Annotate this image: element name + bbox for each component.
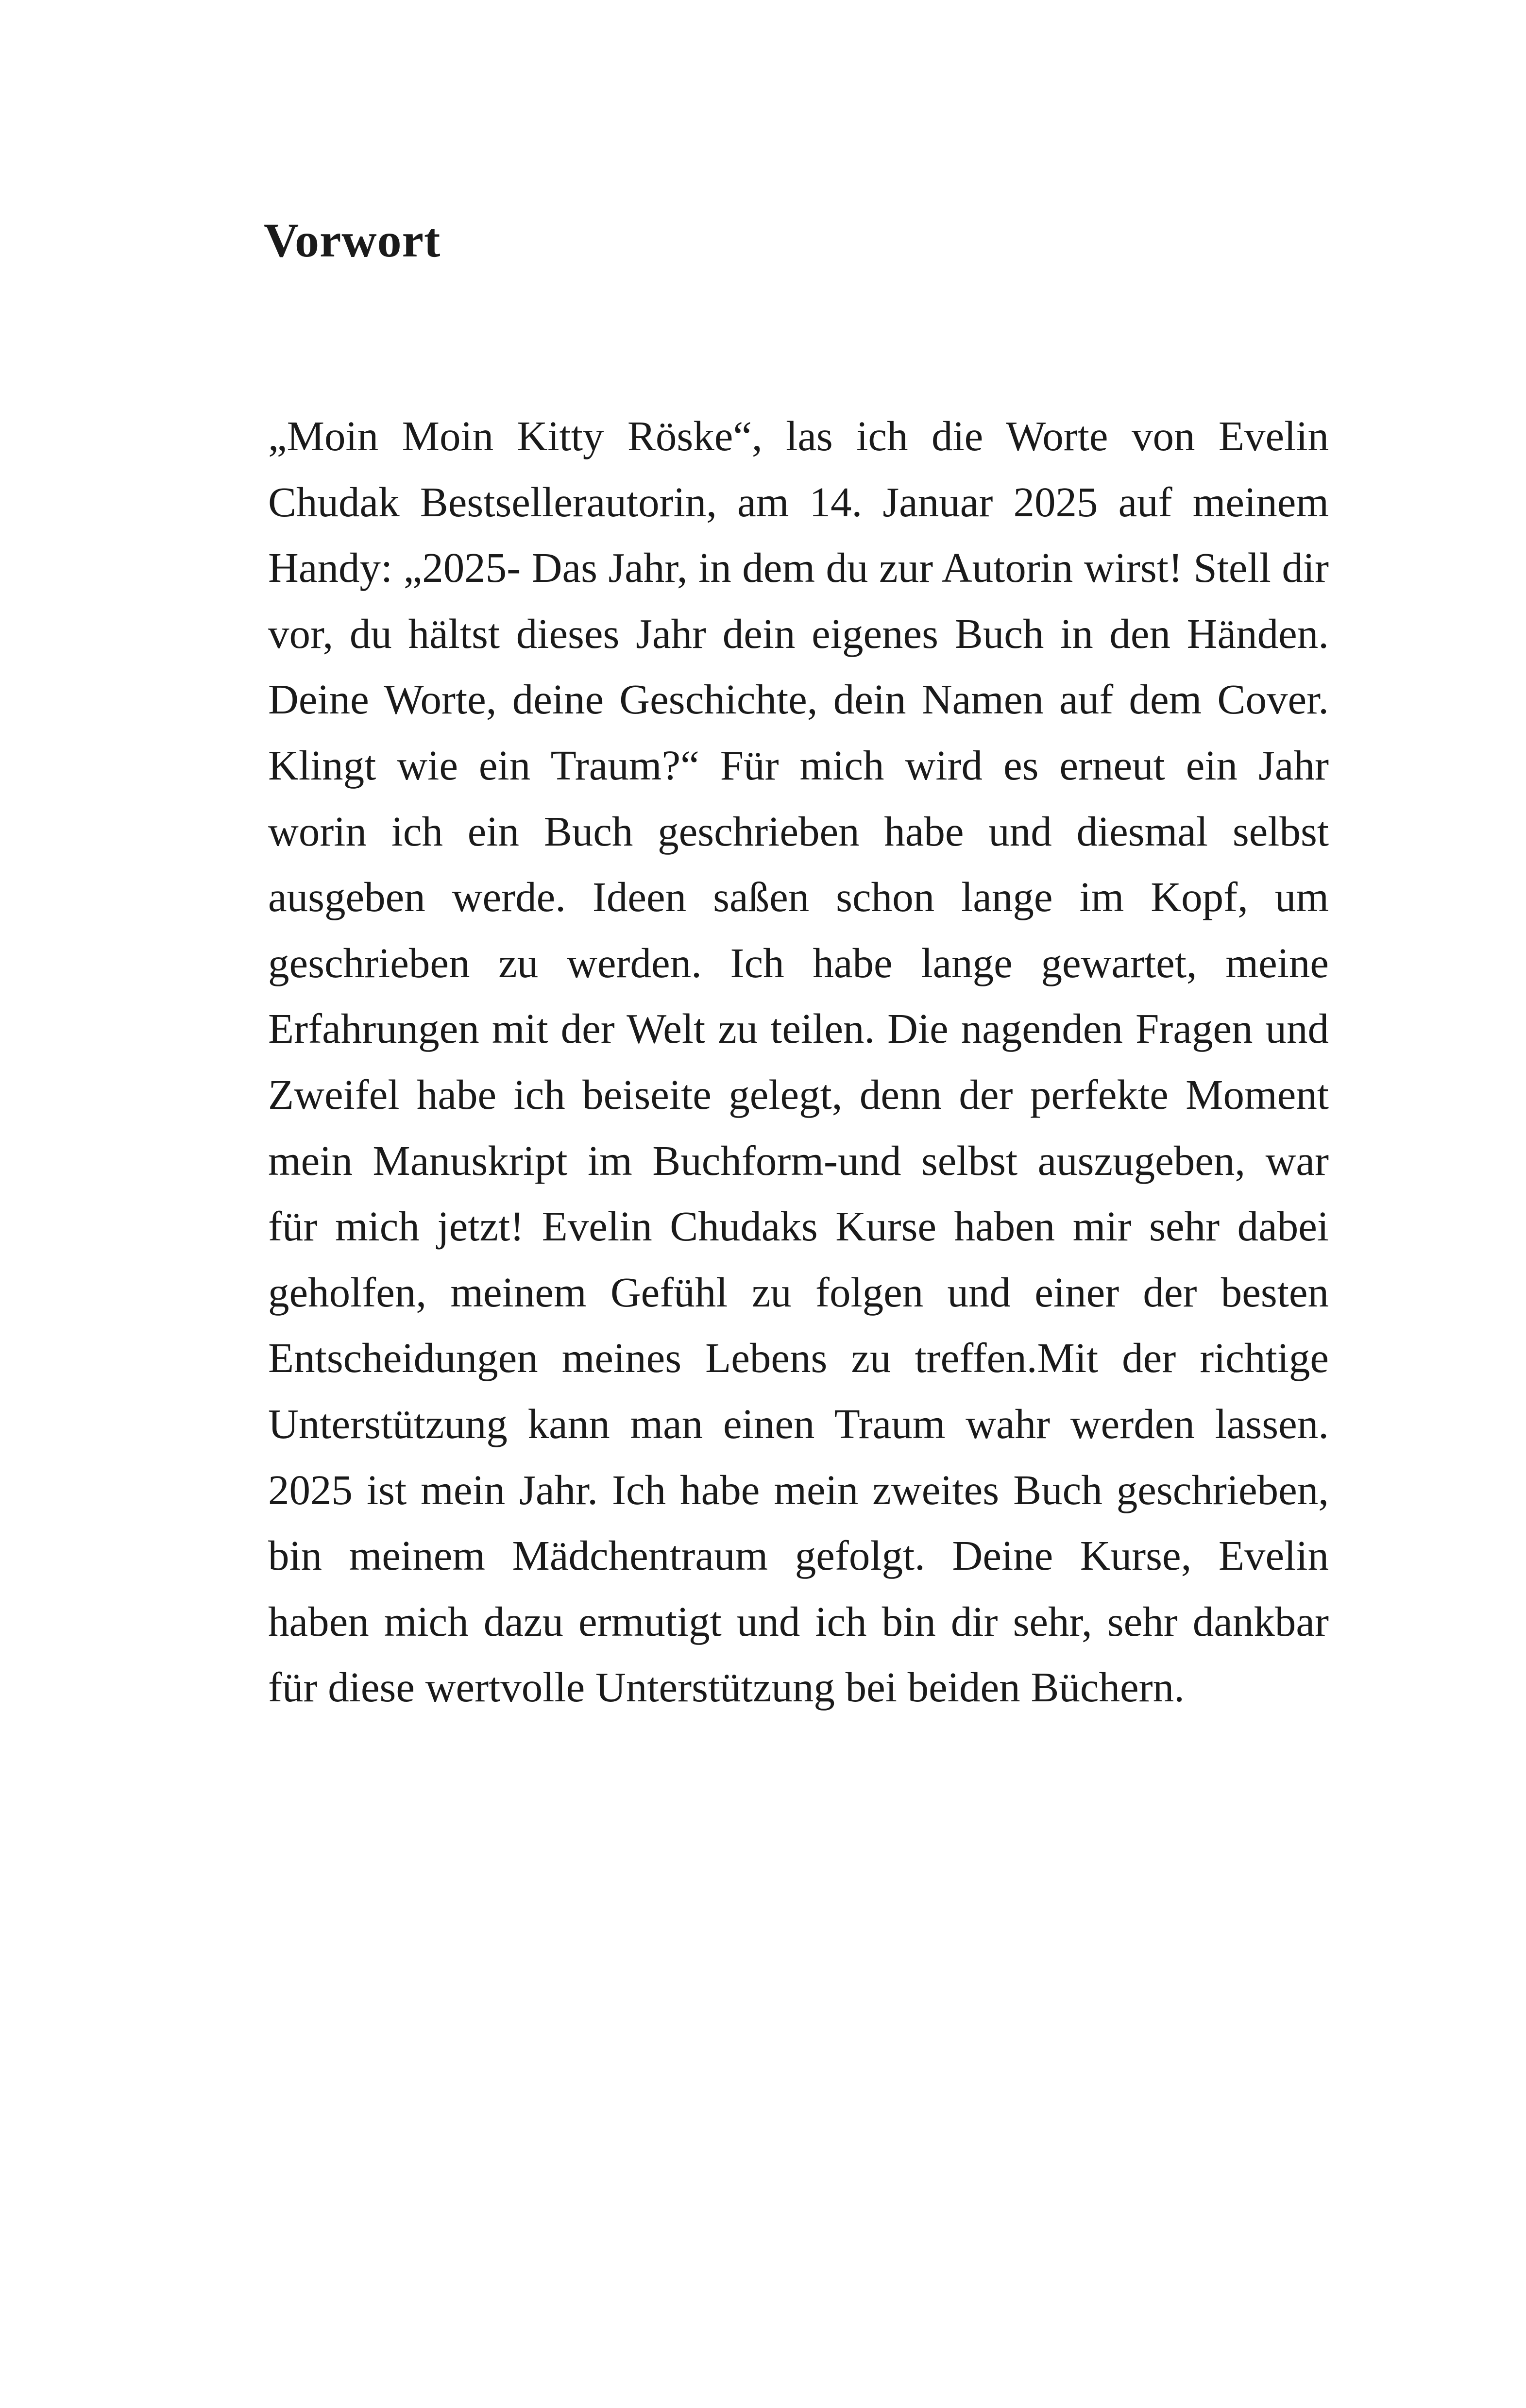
foreword-paragraph: „Moin Moin Kitty Röske“, las ich die Worte von Evelin Chudak Bestsellerautorin, am 14. Januar 2025 auf meinem Handy: „2025- Das Jahr, in dem du zur Autorin wirst! Stell dir vor, du hältst dieses Jahr dein eigenes Buch in den Händen. Deine Worte, deine Geschichte, dein Namen auf dem Cover. Klingt wie ein Traum?“ Für mich wird es erneut ein Jahr worin ich ein Buch geschrieben habe und diesmal selbst ausgeben werde. Ideen saßen schon lange im Kopf, um geschrieben zu werden. Ich habe lange gewartet, meine Erfahrungen mit der Welt zu teilen. Die nagenden Fragen und Zweifel habe ich beiseite gelegt, denn der perfekte Moment mein Manuskript im Buchform-und selbst auszugeben, war für mich jetzt! Evelin Chudaks Kurse haben mir sehr dabei geholfen, meinem Gefühl zu folgen und einer der besten Entscheidungen meines Lebens zu treffen.Mit der richtige Unterstützung kann man einen Traum wahr werden lassen. 2025 ist mein Jahr. Ich habe mein zweites Buch geschrieben, bin meinem Mädchentraum gefolgt. Deine Kurse, Evelin haben mich dazu ermutigt und ich bin dir sehr, sehr dankbar für diese wertvolle Unterstützung bei beiden Büchern.: [268, 412, 1329, 1711]
chapter-heading: Vorwort: [264, 213, 441, 267]
